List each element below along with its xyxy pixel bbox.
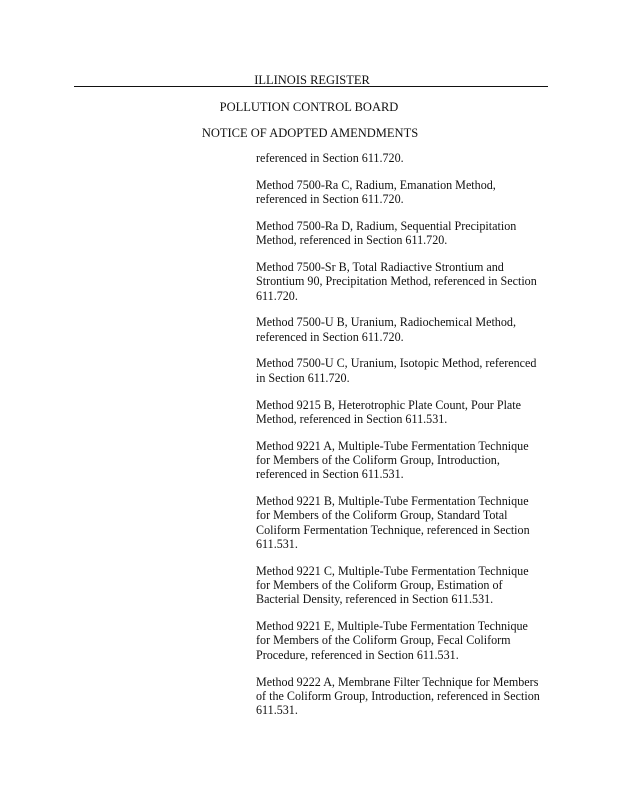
method-entry (256, 315, 548, 344)
entry-line: for Members of the Coliform Group, Fecal Coliform (256, 633, 511, 648)
entry-line: referenced in Section 611.720. (256, 192, 404, 207)
method-entry (256, 260, 548, 303)
method-entry (256, 398, 548, 427)
method-entry (256, 439, 548, 482)
method-entry (256, 675, 548, 718)
entry-line: Method 7500-Ra D, Radium, Sequential Precipitation (256, 218, 517, 233)
entry-line: for Members of the Coliform Group, Introduction, (256, 452, 500, 467)
entry-line: Method, referenced in Section 611.531. (256, 411, 448, 426)
method-entry (256, 219, 548, 248)
entry-line: Method 9221 C, Multiple-Tube Fermentation Technique (256, 563, 529, 578)
entry-line: Coliform Fermentation Technique, referenced in Section (256, 522, 530, 537)
method-entry (256, 619, 548, 662)
method-list (256, 151, 548, 730)
entry-line: Procedure, referenced in Section 611.531. (256, 647, 459, 662)
entry-line: Method 9221 A, Multiple-Tube Fermentation Technique (256, 438, 529, 453)
entry-line: Method 9221 B, Multiple-Tube Fermentation Technique (256, 494, 529, 509)
entry-line: referenced in Section 611.531. (256, 467, 404, 482)
board-title: POLLUTION CONTROL BOARD (219, 100, 399, 114)
entry-line: Method 9221 E, Multiple-Tube Fermentation Technique (256, 619, 528, 634)
header-rule (74, 86, 548, 87)
method-entry (256, 356, 548, 385)
entry-line: Method 9215 B, Heterotrophic Plate Count, Pour Plate (256, 397, 522, 412)
entry-line: Method 7500-U C, Uranium, Isotopic Method, referenced (256, 356, 537, 371)
entry-line: 611.531. (256, 703, 298, 718)
register-title: ILLINOIS REGISTER (254, 73, 370, 87)
method-entry (256, 178, 548, 207)
notice-title: NOTICE OF ADOPTED AMENDMENTS (201, 126, 419, 140)
entry-line: Method 7500-Sr B, Total Radiactive Strontium and (256, 259, 504, 274)
entry-line: Bacterial Density, referenced in Section 611.531. (256, 592, 494, 607)
entry-line: Method, referenced in Section 611.720. (256, 233, 448, 248)
entry-line: referenced in Section 611.720. (256, 329, 404, 344)
entry-line: 611.720. (256, 288, 298, 303)
entry-line: referenced in Section 611.720. (256, 151, 404, 165)
entry-line: Method 7500-U B, Uranium, Radiochemical Method, (256, 315, 516, 330)
entry-line: for Members of the Coliform Group, Standard Total (256, 508, 508, 523)
entry-line: Method 9222 A, Membrane Filter Technique for Members (256, 674, 539, 689)
entry-line: Strontium 90, Precipitation Method, referenced in Section (256, 274, 537, 289)
method-entry (256, 151, 548, 165)
method-entry (256, 494, 548, 551)
entry-line: 611.531. (256, 536, 298, 551)
method-entry (256, 564, 548, 607)
entry-line: for Members of the Coliform Group, Estimation of (256, 578, 503, 593)
entry-line: Method 7500-Ra C, Radium, Emanation Method, (256, 177, 496, 192)
entry-line: of the Coliform Group, Introduction, referenced in Section (256, 688, 540, 703)
entry-line: in Section 611.720. (256, 370, 350, 385)
